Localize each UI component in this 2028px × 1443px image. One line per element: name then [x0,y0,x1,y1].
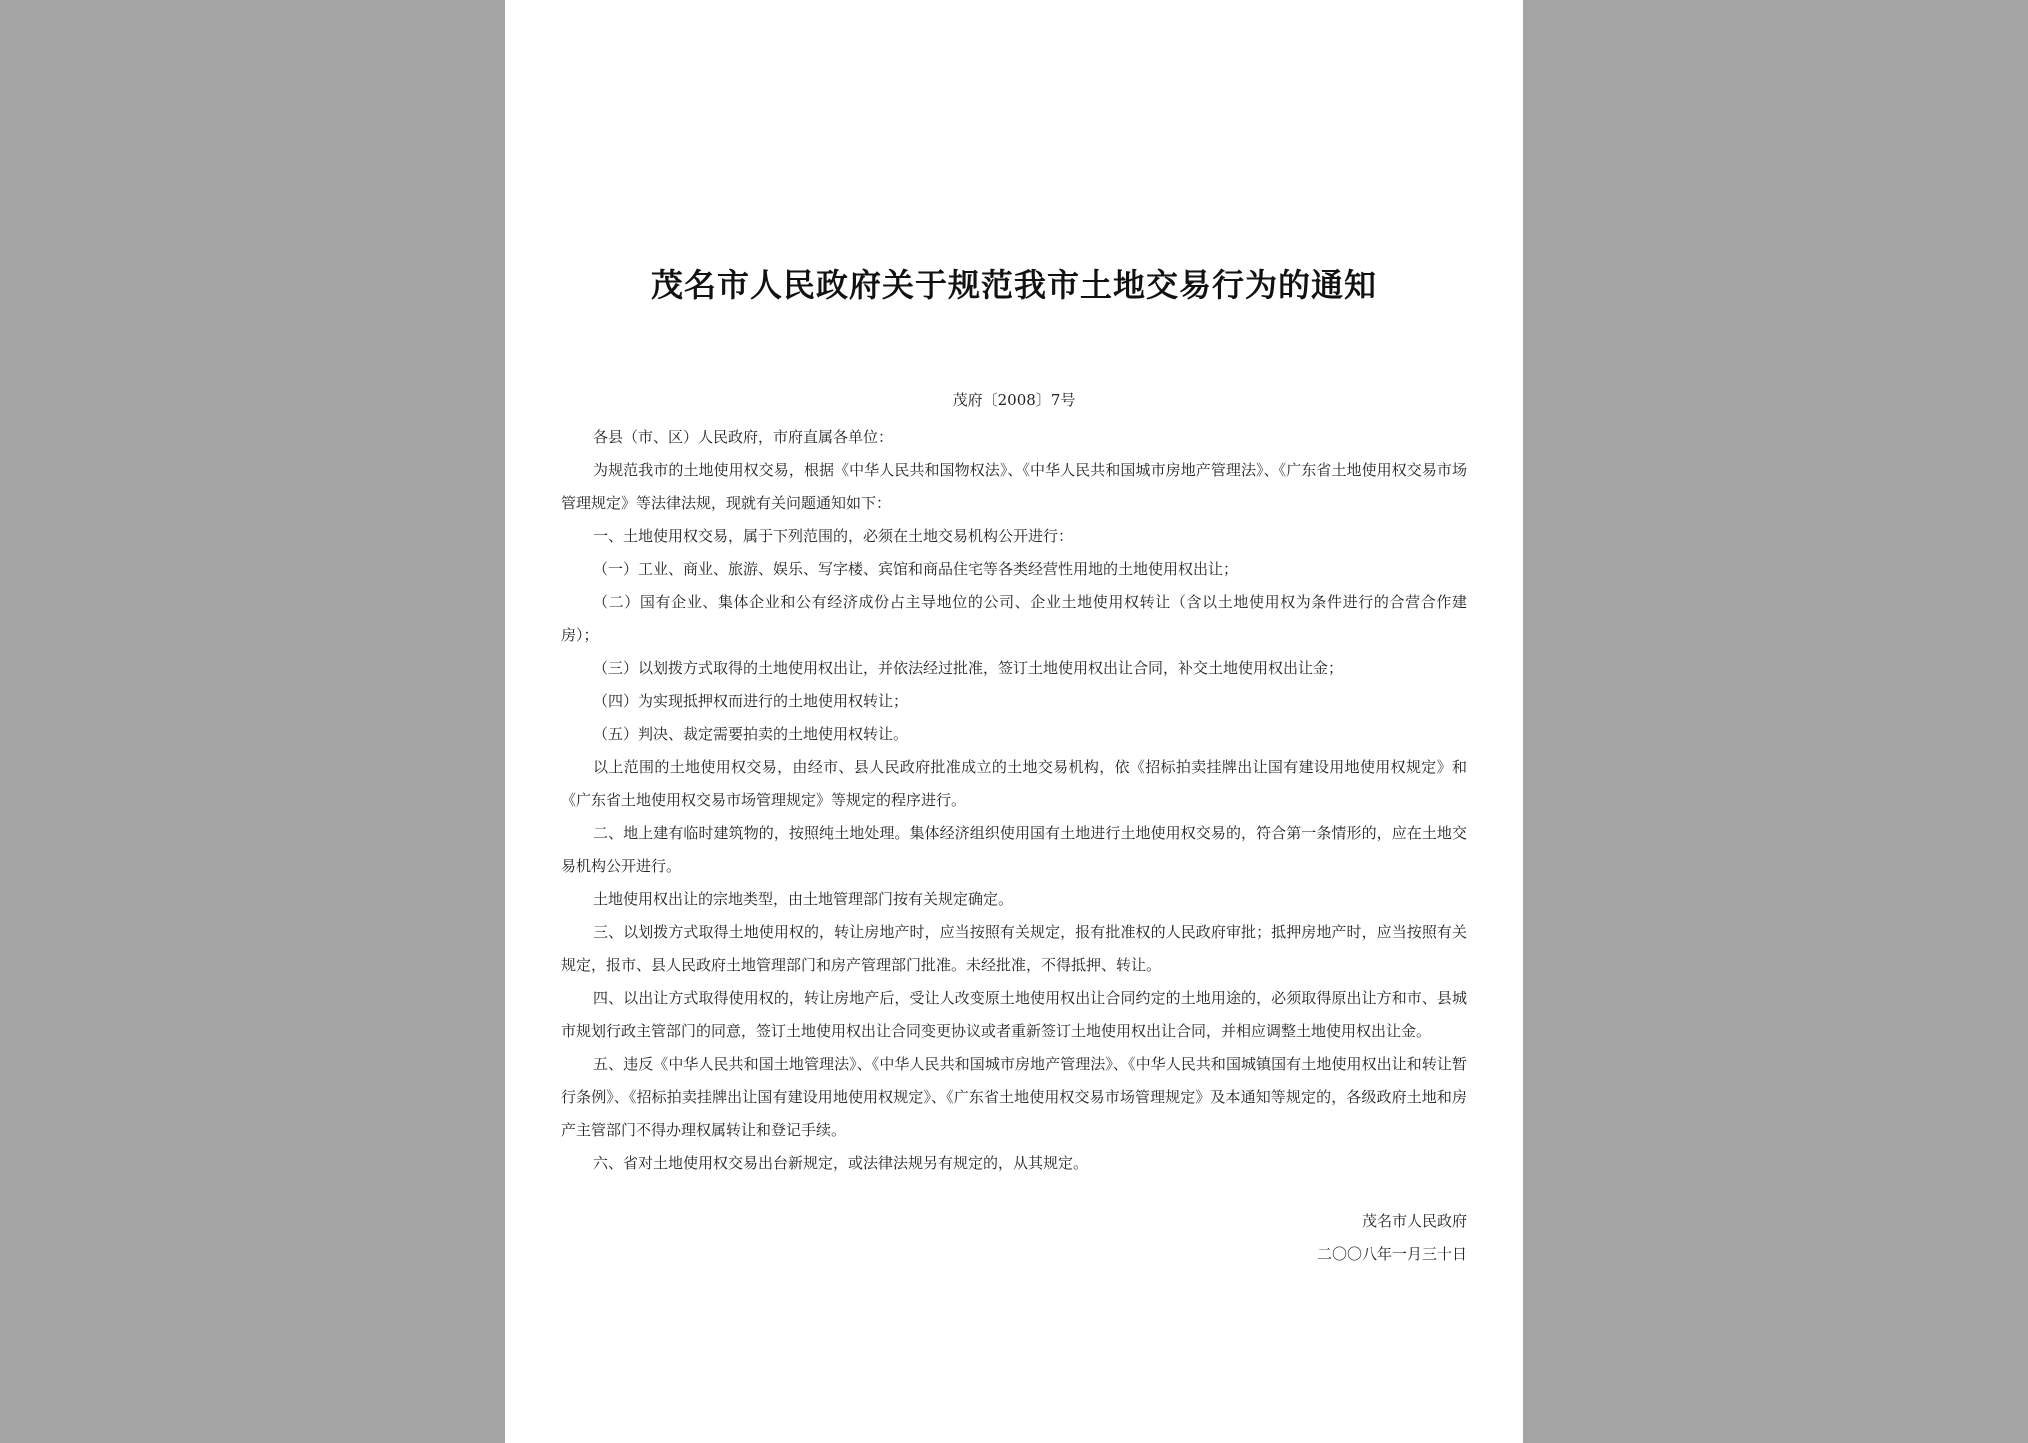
paragraph: 四、以出让方式取得使用权的，转让房地产后，受让人改变原土地使用权出让合同约定的土地用途的，必须取得原出让方和市、县城市规划行政主管部门的同意，签订土地使用权出让合同变更协议或者重新签订土地使用权出让合同，并相应调整土地使用权出让金。 [561,989,1467,1040]
paragraph: 一、土地使用权交易，属于下列范围的，必须在土地交易机构公开进行： [593,527,1074,545]
paragraph: 六、省对土地使用权交易出台新规定，或法律法规另有规定的，从其规定。 [593,1154,1089,1172]
document-number: 茂府〔2008〕7号 [952,391,1076,409]
document-title: 茂名市人民政府关于规范我市土地交易行为的通知 [650,266,1377,304]
paragraph: （四）为实现抵押权而进行的土地使用权转让； [593,692,909,710]
paragraph: （五）判决、裁定需要拍卖的土地使用权转让。 [593,725,909,743]
salutation: 各县（市、区）人民政府，市府直属各单位： [593,428,894,446]
issue-date: 二〇〇八年一月三十日 [1316,1245,1467,1263]
paragraph: 二、地上建有临时建筑物的，按照纯土地处理。集体经济组织使用国有土地进行土地使用权交易的，符合第一条情形的，应在土地交易机构公开进行。 [561,824,1467,875]
issuer-name: 茂名市人民政府 [1361,1212,1467,1230]
signature-block [1317,1205,1467,1271]
paragraph: 为规范我市的土地使用权交易，根据《中华人民共和国物权法》、《中华人民共和国城市房地产管理法》、《广东省土地使用权交易市场管理规定》等法律法规，现就有关问题通知如下： [561,461,1467,512]
document-body [561,421,1467,1180]
paragraph: 土地使用权出让的宗地类型，由土地管理部门按有关规定确定。 [593,890,1014,908]
paragraph: （三）以划拨方式取得的土地使用权出让，并依法经过批准，签订土地使用权出让合同，补交土地使用权出让金； [593,659,1344,677]
document-page [505,0,1523,1443]
paragraph: 五、违反《中华人民共和国土地管理法》、《中华人民共和国城市房地产管理法》、《中华人民共和国城镇国有土地使用权出让和转让暂行条例》、《招标拍卖挂牌出让国有建设用地使用权规定》、《广东省土地使用权交易市场管理规定》及本通知等规定的，各级政府土地和房产主管部门不得办理权属转让和登记手续。 [561,1055,1467,1139]
paragraph: （二）国有企业、集体企业和公有经济成份占主导地位的公司、企业土地使用权转让（含以土地使用权为条件进行的合营合作建房）； [561,593,1467,644]
paragraph: 以上范围的土地使用权交易，由经市、县人民政府批准成立的土地交易机构，依《招标拍卖挂牌出让国有建设用地使用权规定》和《广东省土地使用权交易市场管理规定》等规定的程序进行。 [561,758,1467,809]
paragraph: 三、以划拨方式取得土地使用权的，转让房地产时，应当按照有关规定，报有批准权的人民政府审批；抵押房地产时，应当按照有关规定，报市、县人民政府土地管理部门和房产管理部门批准。未经批准，不得抵押、转让。 [561,923,1467,974]
paragraph: （一）工业、商业、旅游、娱乐、写字楼、宾馆和商品住宅等各类经营性用地的土地使用权出让； [593,560,1239,578]
